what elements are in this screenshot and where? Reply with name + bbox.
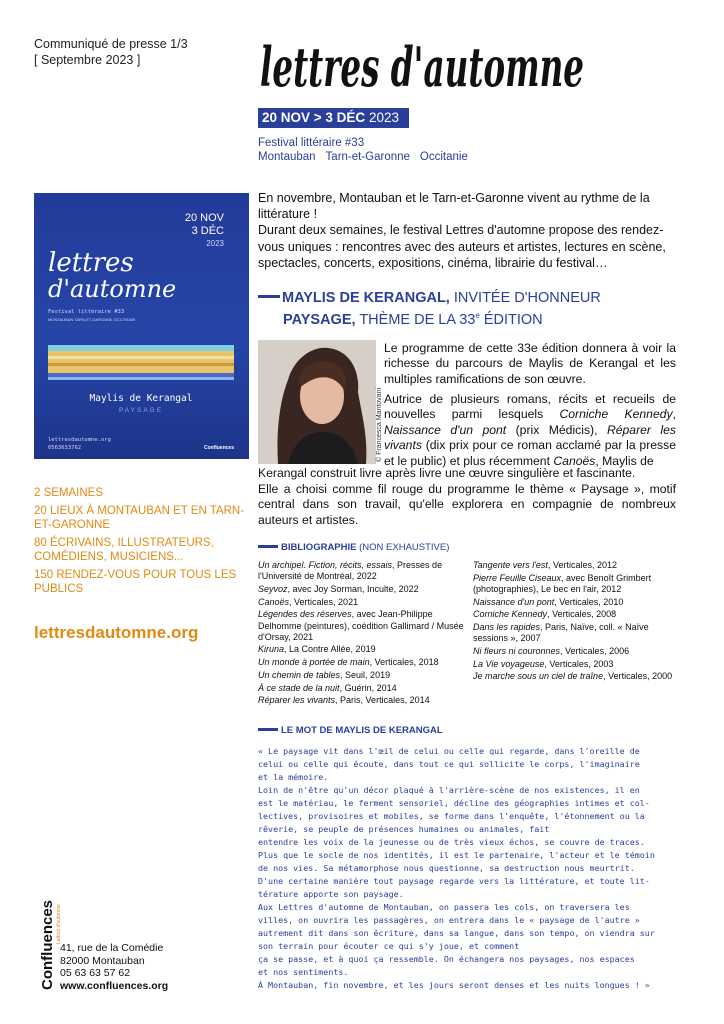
quote-line: et la mémoire.	[258, 772, 329, 782]
highlight-item: 20 LIEUX À MONTAUBAN ET EN TARN-ET-GARONNE	[34, 505, 245, 531]
quote-line: de nos vies. Sa métamorphose nous questionne, sa destruction nous meurtrit.	[258, 863, 635, 873]
book-title-naissance: Naissance d'un pont	[384, 422, 507, 437]
bibliography-note: (NON EXHAUSTIVE)	[359, 542, 450, 553]
quote-line: À Montauban, fin novembre, et les jours seront denses et les nuits longues ! »	[258, 980, 650, 990]
theme-edition: ÉDITION	[479, 311, 543, 328]
bibliography-item: Un monde à portée de main, Verticales, 2018	[258, 657, 439, 668]
press-release-number: Communiqué de presse 1/3	[34, 37, 188, 51]
bibliography-item: À ce stade de la nuit, Guérin, 2014	[258, 682, 397, 693]
poster-date-2: 3 DÉC	[191, 225, 224, 237]
quote-line: villes, on ouvrira les passagères, on entrera dans le « paysage de l'autre »	[258, 915, 640, 925]
festival-edition: Festival littéraire #33	[258, 137, 365, 149]
poster-title-1: lettres	[48, 248, 134, 278]
bibliography-item: Seyvoz, avec Joy Sorman, Inculte, 2022	[258, 583, 419, 594]
bibliography-item: Corniche Kennedy, Verticales, 2008	[473, 609, 617, 620]
heading-bar	[258, 295, 280, 298]
bibliography-item: Légendes des réserves, avec Jean-Philippe Delhomme (peintures), coédition Gallimard / Musée d'Orsay, 2021	[258, 609, 464, 642]
poster-edition: Festival littéraire #33	[48, 309, 125, 315]
press-release-date: [ Septembre 2023 ]	[34, 53, 141, 67]
guest-heading	[258, 290, 678, 329]
festival-info	[258, 136, 468, 164]
poster-site: lettresdautomne.org	[48, 437, 111, 443]
theme-sup: e	[475, 311, 480, 320]
bibliography-item: La Vie voyageuse, Verticales, 2003	[473, 658, 614, 669]
bibliography-title: BIBLIOGRAPHIE	[281, 542, 357, 553]
book-title-corniche: Corniche Kennedy	[559, 407, 673, 422]
quote-line: térature apporte son paysage.	[258, 889, 404, 899]
intro-paragraph-2: Durant deux semaines, le festival Lettres d'automne propose des rendez-vous uniques : rencontres avec des auteurs et artistes, lectures en scène, spectacles, concerts, expositions, cinéma, librairie du festival…	[258, 223, 666, 270]
bibliography-item: Dans les rapides, Paris, Naïve, coll. « Naïve sessions », 2007	[473, 622, 649, 644]
theme-name: PAYSAGE,	[283, 311, 356, 328]
poster-title-2: d'automne	[48, 275, 177, 303]
quote-line: Plus que le socle de nos identités, il est le partenaire, l'acteur et le témoin	[258, 850, 655, 860]
bibliography-item: Un chemin de tables, Seuil, 2019	[258, 669, 391, 680]
quote-line: est le matériau, le ferment sensoriel, décline des géographies intimes et col-	[258, 798, 650, 808]
festival-website-link[interactable]: lettresdautomne.org	[34, 623, 199, 642]
book-title-canoes: Canoës	[553, 453, 596, 468]
quote-line: entendre les voix de la jeunesse ou de très vieux échos, se couvre de traces.	[258, 837, 645, 847]
highlight-item: 80 ÉCRIVAINS, ILLUSTRATEURS, COMÉDIENS, MUSICIENS...	[34, 537, 214, 563]
heading-bar	[258, 728, 278, 731]
intro-text	[258, 190, 676, 271]
festival-year: 2023	[368, 110, 399, 125]
guest-name: MAYLIS DE KERANGAL,	[282, 290, 450, 306]
bibliography-item: Kiruna, La Contre Allée, 2019	[258, 644, 376, 655]
bibliography-item: Canoës, Verticales, 2021	[258, 596, 359, 607]
intro-paragraph-1: En novembre, Montauban et le Tarn-et-Garonne vivent au rythme de la littérature !	[258, 191, 650, 222]
place-tarn-et-garonne: Tarn-et-Garonne	[325, 151, 410, 163]
place-occitanie: Occitanie	[419, 151, 468, 163]
author-text-e: , Maylis de	[595, 453, 654, 468]
guest-role: INVITÉE D'HONNEUR	[453, 290, 601, 306]
theme-paragraph: Elle a choisi comme fil rouge du programme le thème « Paysage », motif central dans son travail, qu'elle explorera en compagnie de nombreux auteurs et artistes.	[258, 482, 676, 527]
quote-line: son terrain pour écouter ce qui s'y joue, et comment	[258, 941, 520, 951]
quote-line: autrement dit dans son écriture, dans sa langue, dans son tempo, on viendra sur	[258, 928, 655, 938]
theme-label: THÈME DE LA 33	[359, 311, 476, 328]
quote-line: Loin de n'être qu'un décor plaqué à l'arrière-scène de nos existences, il en	[258, 785, 640, 795]
quote-line: lectives, provisoires et mobiles, se forme dans l'enquête, l'étonnement ou la	[258, 811, 645, 821]
lettres-dautomne-logo	[258, 24, 588, 108]
bibliography-item: Ni fleurs ni couronnes, Verticales, 2006	[473, 645, 630, 656]
book-title-reparer: Réparer les vivants	[384, 422, 677, 453]
place-montauban: Montauban	[258, 151, 316, 163]
poster-phone: 0563633762	[48, 445, 82, 451]
bibliography-heading	[258, 542, 449, 553]
address-phone: 05 63 63 57 62	[60, 967, 131, 979]
program-paragraph: Le programme de cette 33e édition donnera à voir la richesse du parcours de Maylis de Kerangal et les multiples ramifications de son œuvre.	[384, 341, 676, 386]
bibliography-right-column	[473, 560, 678, 684]
quote-line: ça se passe, et à quoi ça ressemble. On échangera nos paysages, nos espaces	[258, 954, 635, 964]
poster-theme: PAYSAGE	[118, 407, 164, 414]
author-text-b: ,	[672, 407, 677, 422]
festival-poster	[34, 193, 249, 459]
press-release-label	[34, 36, 188, 68]
author-paragraph-end: Kerangal construit livre après livre une œuvre singulière et fascinante.	[258, 466, 636, 480]
poster-org: Confluences	[203, 445, 234, 451]
highlight-item: 150 RENDEZ-VOUS POUR TOUS LES PUBLICS	[34, 569, 237, 595]
bibliography-left-column	[258, 560, 476, 708]
author-text-a: Autrice de plusieurs romans, récits et recueils de nouvelles parmi lesquels	[384, 392, 676, 422]
author-text-d: (dix prix pour ce roman acclamé par la presse et le public) et plus récemment	[384, 438, 676, 468]
festival-highlights	[34, 486, 249, 600]
address-street: 41, rue de la Comédie	[60, 942, 164, 954]
festival-dates-band	[258, 108, 409, 128]
festival-places	[258, 150, 468, 164]
photo-credit-text: © Francesca Mantovani	[376, 387, 383, 462]
poster-author: Maylis de Kerangal	[89, 393, 193, 404]
logo-text: lettres d'automne	[260, 35, 584, 99]
festival-date-range: 20 NOV > 3 DÉC	[262, 110, 366, 125]
heading-bar	[258, 545, 278, 548]
author-word-title: LE MOT DE MAYLIS DE KERANGAL	[281, 725, 443, 736]
bibliography-item: Je marche sous un ciel de traîne, Verticales, 2000	[473, 671, 673, 682]
author-text-c: (prix Médicis),	[506, 422, 607, 437]
poster-landscape-illustration	[48, 345, 234, 380]
author-paragraph	[384, 392, 676, 469]
author-photo	[258, 340, 376, 464]
author-word-heading	[258, 725, 443, 736]
quote-line: et nos sentiments.	[258, 967, 349, 977]
quote-line: D'une certaine manière tout paysage regarde vers la littérature, et toute lit-	[258, 876, 650, 886]
poster-date-1: 20 NOV	[184, 212, 224, 224]
poster-places: MONTAUBAN TARN-ET-GARONNE OCCITANIE	[48, 317, 136, 322]
quote-line: rêverie, se peuple de présences humaines ou animales, fait	[258, 824, 550, 834]
confluences-tagline: Lettres d'automne	[56, 904, 62, 944]
poster-year: 2023	[206, 239, 224, 248]
quote-line: « Le paysage vit dans l'œil de celui ou celle qui regarde, dans l'oreille de	[258, 746, 640, 756]
bibliography-item: Un archipel. Fiction, récits, essais, Presses de l'Université de Montréal, 2022	[258, 560, 443, 582]
author-portrait	[258, 340, 376, 464]
bibliography-item: Naissance d'un pont, Verticales, 2010	[473, 596, 624, 607]
organizer-website-link[interactable]: www.confluences.org	[60, 979, 169, 992]
bibliography-item: Pierre Feuille Ciseaux, avec Benoît Grimbert (photographies), Le bec en l'air, 2012	[473, 572, 652, 594]
highlight-item: 2 SEMAINES	[34, 487, 104, 499]
quote-line: Aux Lettres d'automne de Montauban, on passera les cols, on traversera les	[258, 902, 630, 912]
author-quote	[258, 745, 678, 992]
bibliography-item: Tangente vers l'est, Verticales, 2012	[473, 560, 617, 570]
address-city: 82000 Montauban	[60, 954, 145, 967]
poster-artwork	[34, 193, 249, 459]
bibliography-item: Réparer les vivants, Paris, Verticales, 2014	[258, 695, 430, 706]
confluences-logo-text: Confluences	[39, 899, 56, 990]
quote-line: celui ou celle qui écoute, dans tout ce qui sollicite le corps, l'imaginaire	[258, 759, 640, 769]
organizer-address	[60, 942, 168, 992]
